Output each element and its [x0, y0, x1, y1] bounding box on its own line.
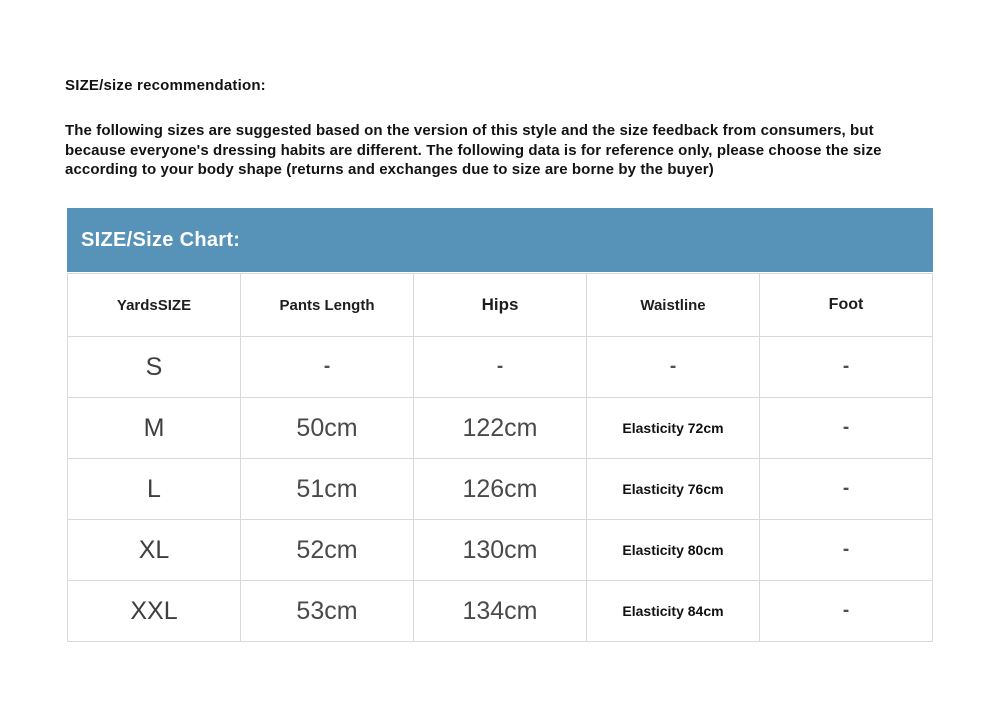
pants-length-value: 52cm: [241, 520, 414, 581]
hips-value: 122cm: [414, 398, 587, 459]
table-row-xl: [68, 520, 933, 581]
size-chart-table: [67, 273, 933, 642]
size-label: M: [68, 398, 241, 459]
pants-length-value: 53cm: [241, 581, 414, 642]
size-chart-banner: [67, 208, 933, 272]
waistline-value: Elasticity 76cm: [587, 459, 760, 520]
waistline-value: -: [587, 337, 760, 398]
foot-value: -: [760, 520, 933, 581]
size-chart-table-body: [68, 337, 933, 642]
table-row-m: [68, 398, 933, 459]
size-label: S: [68, 337, 241, 398]
waistline-value: Elasticity 84cm: [587, 581, 760, 642]
waistline-value: Elasticity 72cm: [587, 398, 760, 459]
size-label: L: [68, 459, 241, 520]
size-label: XL: [68, 520, 241, 581]
hips-value: 134cm: [414, 581, 587, 642]
size-recommendation-heading: SIZE/size recommendation:: [65, 77, 266, 94]
hips-value: 126cm: [414, 459, 587, 520]
hips-value: 130cm: [414, 520, 587, 581]
pants-length-value: 51cm: [241, 459, 414, 520]
table-header-row: [68, 274, 933, 337]
size-chart-title: SIZE/Size Chart:: [81, 228, 241, 251]
foot-value: -: [760, 581, 933, 642]
table-row-s: [68, 337, 933, 398]
waistline-value: Elasticity 80cm: [587, 520, 760, 581]
column-header-foot: Foot: [760, 274, 933, 337]
column-header-pants-length: Pants Length: [241, 274, 414, 337]
size-label: XXL: [68, 581, 241, 642]
size-recommendation-text: The following sizes are suggested based on the version of this style and the size feedback from consumers, but because everyone's dressing habits are different. The following data is for reference only, please choose the size according to your body shape (returns and exchanges due to size are borne by the buyer): [65, 122, 882, 178]
foot-value: -: [760, 337, 933, 398]
pants-length-value: 50cm: [241, 398, 414, 459]
pants-length-value: -: [241, 337, 414, 398]
hips-value: -: [414, 337, 587, 398]
table-row-l: [68, 459, 933, 520]
foot-value: -: [760, 398, 933, 459]
column-header-hips: Hips: [414, 274, 587, 337]
column-header-yards-size: YardsSIZE: [68, 274, 241, 337]
size-chart-table-head: [68, 274, 933, 337]
foot-value: -: [760, 459, 933, 520]
column-header-waistline: Waistline: [587, 274, 760, 337]
table-row-xxl: [68, 581, 933, 642]
